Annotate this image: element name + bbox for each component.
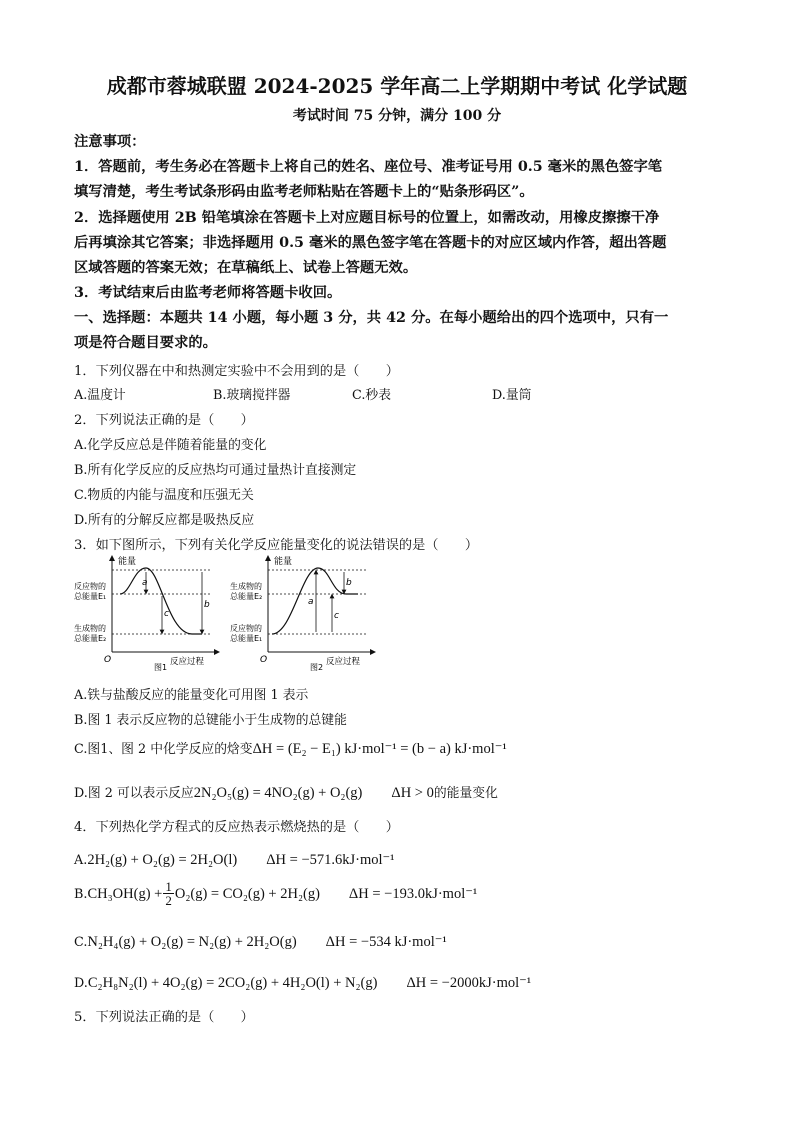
question-4-option-c [74,930,447,951]
question-2-option-a: A.化学反应总是伴随着能量的变化 [74,438,267,453]
section-1-line-2: 项是符合题目要求的。 [74,335,217,351]
question-5-stem: 5．下列说法正确的是（ ） [74,1010,254,1025]
reactant-energy-label-line-1: 反应物的 [74,582,106,591]
energy-diagram-figure-2 [228,552,378,674]
notice-item-2-line-2: 后再填涂其它答案；非选择题用 0.5 毫米的黑色签字笔在答题卡的对应区域内作答，超出答题 [74,235,667,251]
product-energy-label-line-1: 生成物的 [74,624,106,633]
question-1-option-c: C.秒表 [352,388,391,403]
question-1-option-d: D.量筒 [492,388,532,403]
option-c-formula: ΔH = (E₂ − E₁) kJ·mol⁻¹ = (b − a) kJ·mol⁻¹ [252,741,507,757]
exam-duration: 考试时间 75 分钟，满分 100 分 [292,108,502,124]
notice-heading: 注意事项： [74,134,146,150]
question-1-option-a: A.温度计 [74,388,126,403]
fraction-denominator: 2 [165,893,172,908]
option-d-text: D.图 2 可以表示反应 [74,786,194,801]
figure-1-caption: 图1 [154,663,168,672]
question-1-option-b: B.玻璃搅拌器 [213,388,291,403]
mark-b: b [204,600,210,610]
option-c-text: C.图1、图 2 中化学反应的焓变 [74,742,253,757]
option-b-formula-pre: CH₃OH(g) + [87,886,163,902]
option-d-formula: C₂H₈N₂(l) + 4O₂(g) = 2CO₂(g) + 4H₂O(l) + N₂(g) ΔH = −2000kJ·mol⁻¹ [87,975,532,991]
question-1-stem: 1．下列仪器在中和热测定实验中不会用到的是（ ） [74,364,399,379]
product-energy-label-line-1: 生成物的 [230,582,262,591]
notice-item-1-line-2: 填写清楚，考生考试条形码由监考老师粘贴在答题卡上的“贴条形码区”。 [74,184,534,200]
fraction-numerator: 1 [165,879,172,894]
option-b-label: B. [74,887,88,902]
option-a-label: A. [74,853,88,868]
question-2-option-c: C.物质的内能与温度和压强无关 [74,488,254,503]
question-3-stem: 3．如下图所示，下列有关化学反应能量变化的说法错误的是（ ） [74,538,479,553]
reactant-energy-label-line-2: 总能量E₁ [230,634,263,643]
option-d-label: D. [74,976,88,991]
notice-item-3: 3．考试结束后由监考老师将答题卡收回。 [74,285,342,301]
product-energy-label-line-2: 总能量E₂ [74,634,107,643]
energy-diagram-figure-1 [72,552,222,674]
product-energy-label-line-2: 总能量E₂ [230,592,263,601]
option-b-formula-post: O₂(g) = CO₂(g) + 2H₂(g) ΔH = −193.0kJ·mol⁻¹ [174,886,478,902]
mark-a: a [308,597,314,607]
question-2-stem: 2．下列说法正确的是（ ） [74,413,254,428]
option-d-formula: 2N₂O₅(g) = 4NO₂(g) + O₂(g) ΔH > 0 [193,785,434,801]
origin-label: O [260,655,268,665]
reactant-energy-label-line-1: 反应物的 [230,624,262,633]
mark-b: b [346,578,352,588]
option-c-formula: N₂H₄(g) + O₂(g) = N₂(g) + 2H₂O(g) ΔH = −534 kJ·mol⁻¹ [87,934,447,950]
question-4-option-b [74,880,477,907]
option-d-suffix: 的能量变化 [433,786,498,801]
question-3-option-d [74,781,498,802]
origin-label: O [104,655,112,665]
section-1-line-1: 一、选择题：本题共 14 小题，每小题 3 分，共 42 分。在每小题给出的四个选项中，只有一 [74,310,669,326]
question-3-option-b: B.图 1 表示反应物的总键能小于生成物的总键能 [74,713,347,728]
figure-2-caption: 图2 [310,663,324,672]
question-3-option-a: A.铁与盐酸反应的能量变化可用图 1 表示 [74,688,309,703]
y-axis-label: 能量 [118,557,137,567]
mark-c: c [164,609,169,619]
question-4-stem: 4．下列热化学方程式的反应热表示燃烧热的是（ ） [74,820,399,835]
option-a-formula: 2H₂(g) + O₂(g) = 2H₂O(l) ΔH = −571.6kJ·mol⁻¹ [87,852,395,868]
x-axis-label: 反应过程 [326,657,361,667]
mark-a: a [142,578,148,588]
question-4-option-d [74,971,531,992]
question-4-option-a [74,848,395,869]
option-c-label: C. [74,935,88,950]
notice-item-2-line-1: 2．选择题使用 2B 铅笔填涂在答题卡上对应题目标号的位置上，如需改动，用橡皮擦擦干净 [74,210,660,226]
y-axis-label: 能量 [274,557,293,567]
notice-item-2-line-3: 区域答题的答案无效；在草稿纸上、试卷上答题无效。 [74,260,418,276]
question-2-option-b: B.所有化学反应的反应热均可通过量热计直接测定 [74,463,357,478]
mark-c: c [334,611,339,621]
notice-item-1-line-1: 1．答题前，考生务必在答题卡上将自己的姓名、座位号、准考证号用 0.5 毫米的黑色签字笔 [74,159,663,175]
question-2-option-d: D.所有的分解反应都是吸热反应 [74,513,255,528]
one-half-fraction [163,880,174,907]
question-3-option-c [74,738,507,758]
reaction-curve [120,568,202,634]
page-title: 成都市蓉城联盟 2024-2025 学年高二上学期期中考试 化学试题 [106,74,688,98]
x-axis-label: 反应过程 [170,657,205,667]
reactant-energy-label-line-2: 总能量E₁ [74,592,107,601]
